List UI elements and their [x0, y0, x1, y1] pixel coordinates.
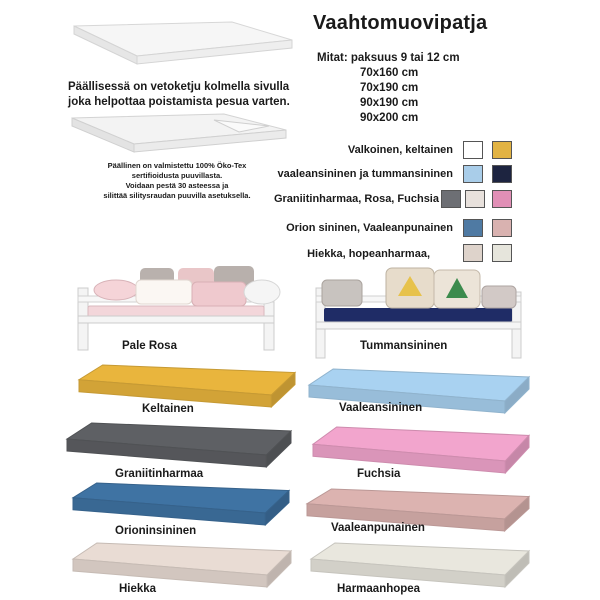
- color-swatch: [492, 219, 512, 237]
- size-line: paksuus 9 tai 12 cm: [350, 52, 460, 64]
- bed-caption: Tummansininen: [360, 340, 448, 352]
- color-option-label: vaaleansininen ja tummansininen: [277, 168, 453, 180]
- mattress-caption: Vaaleanpunainen: [331, 522, 425, 534]
- mattress-caption: Keltainen: [142, 403, 194, 415]
- size-list: [317, 51, 460, 126]
- zipper-mattress-image: [64, 110, 294, 156]
- color-option-label: Hiekka, hopeanharmaa,: [307, 248, 430, 260]
- mattress-fuchsia-image: [310, 424, 532, 476]
- page-title: Vaahtomuovipatja: [313, 12, 488, 34]
- color-swatch: [463, 219, 483, 237]
- bed-mattress: [324, 308, 512, 322]
- fabric-note: [72, 161, 282, 201]
- color-swatch: [463, 165, 483, 183]
- size-line: 70x190 cm: [360, 82, 419, 94]
- color-option-label: Orion sininen, Vaaleanpunainen: [286, 222, 453, 234]
- color-swatch: [441, 190, 461, 208]
- color-swatch: [465, 190, 485, 208]
- color-swatch: [492, 244, 512, 262]
- zipper-note-line: Päällisessä on vetoketju kolmella sivulla: [68, 81, 290, 93]
- mattress-orioninsininen-image: [70, 480, 292, 528]
- fabric-note-line: Voidaan pestä 30 asteessa ja: [125, 181, 229, 190]
- mattress-caption: Orioninsininen: [115, 525, 197, 537]
- fabric-note-line: silittää silitysraudan puuvilla asetuksella.: [103, 191, 251, 200]
- color-swatch: [463, 244, 483, 262]
- mattress-caption: Hiekka: [119, 583, 157, 595]
- size-line: 90x190 cm: [360, 97, 419, 109]
- zipper-note-line: joka helpottaa poistamista pesua varten.: [68, 96, 290, 108]
- color-swatch: [492, 141, 512, 159]
- color-swatch: [492, 165, 512, 183]
- color-swatch: [492, 190, 512, 208]
- sizes-label: Mitat:: [317, 52, 348, 64]
- mattress-caption: Vaaleansininen: [339, 402, 423, 414]
- size-line: 70x160 cm: [360, 67, 419, 79]
- mattress-caption: Harmaanhopea: [337, 583, 421, 595]
- zipper-note: [68, 80, 290, 110]
- white-mattress-image: [62, 16, 297, 66]
- color-option-label: Graniitinharmaa, Rosa, Fuchsia: [273, 193, 439, 205]
- bed-caption: Pale Rosa: [122, 340, 177, 352]
- fabric-note-line: sertifioidusta puuvillasta.: [131, 171, 223, 180]
- mattress-caption: Graniitinharmaa: [115, 468, 204, 480]
- fabric-note-line: Päällinen on valmistettu 100% Öko-Tex: [107, 161, 247, 170]
- bed-pale-rosa-image: [74, 262, 294, 352]
- color-option-label: Valkoinen, keltainen: [347, 144, 453, 156]
- size-line: 90x200 cm: [360, 112, 419, 124]
- mattress-graniitinharmaa-image: [64, 420, 294, 470]
- color-swatch: [463, 141, 483, 159]
- mattress-hiekka-image: [70, 540, 294, 590]
- mattress-caption: Fuchsia: [357, 468, 401, 480]
